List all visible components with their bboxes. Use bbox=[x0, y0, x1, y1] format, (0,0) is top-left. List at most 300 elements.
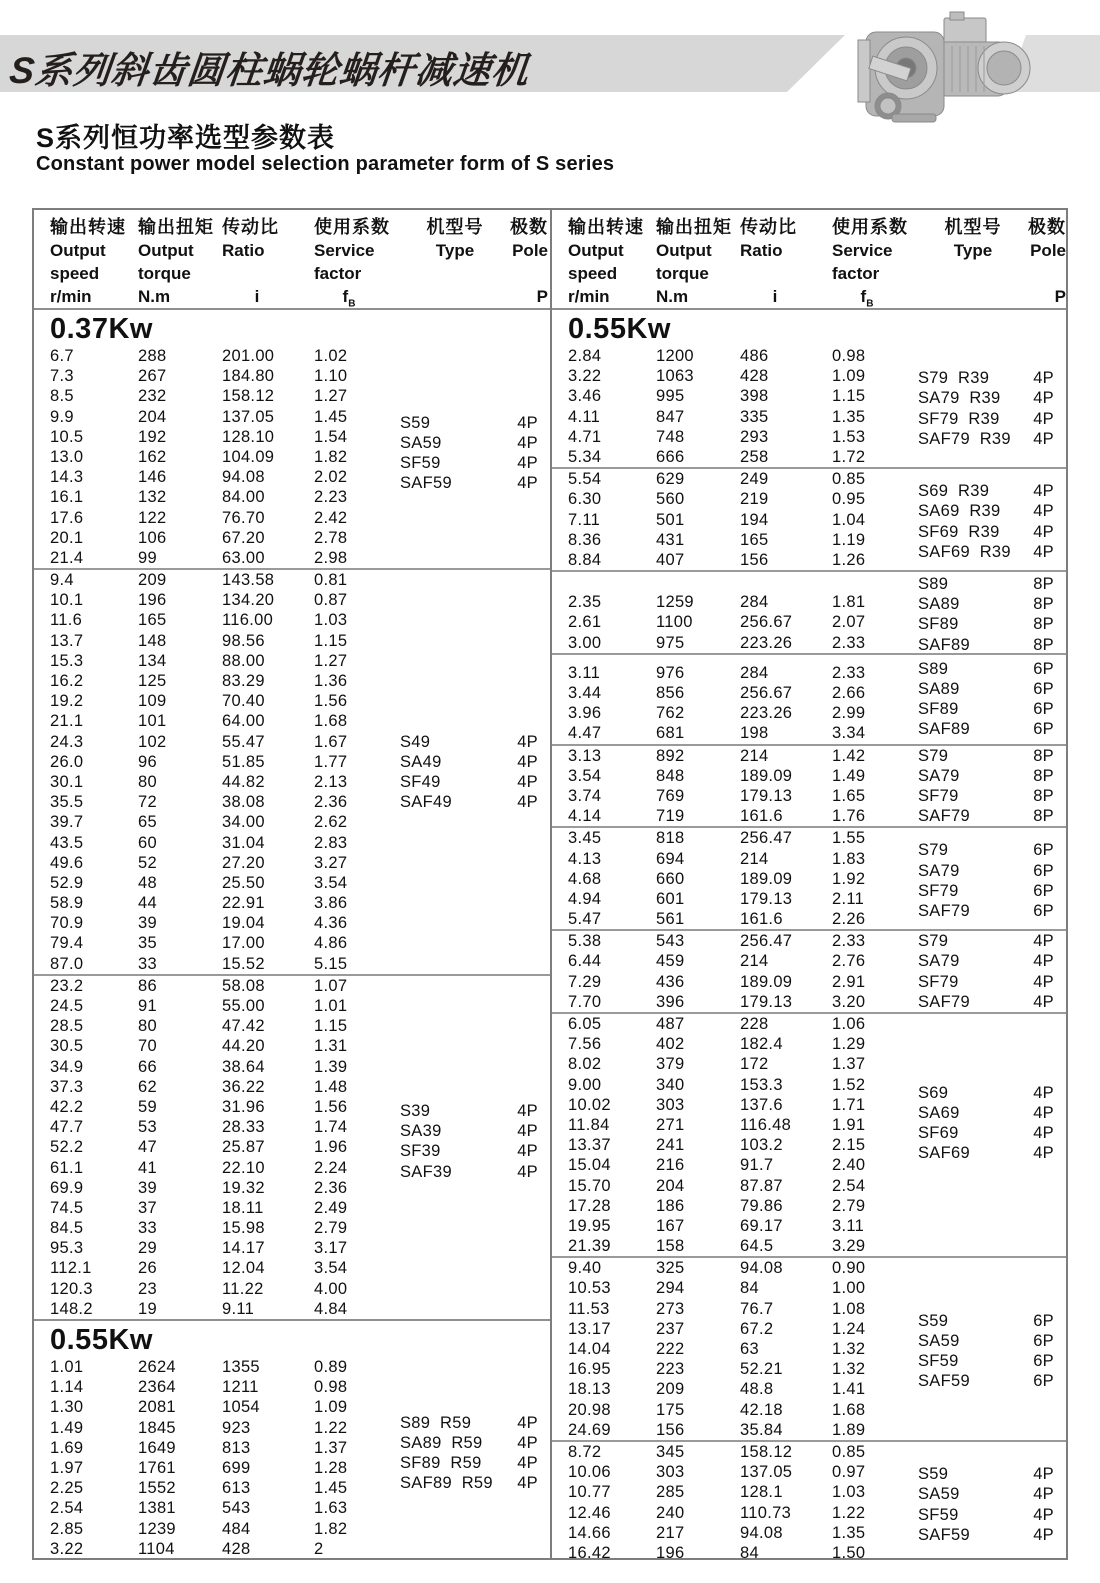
pole-value: 6P bbox=[1033, 1352, 1054, 1371]
type-label: SAF59 bbox=[918, 1525, 970, 1544]
cell-service-factor: 1.81 bbox=[832, 593, 866, 612]
cell-service-factor: 1.10 bbox=[314, 367, 348, 386]
column-header-unit: $f_B$ bbox=[860, 287, 874, 310]
table-row bbox=[552, 346, 1066, 366]
cell-ratio: 1355 bbox=[222, 1358, 260, 1376]
type-label: SA79 bbox=[918, 861, 960, 880]
column-header-zh: 输出扭矩 bbox=[656, 217, 732, 237]
data-block bbox=[552, 1012, 1066, 1256]
column-header-en: Output bbox=[656, 241, 712, 260]
type-pole-line bbox=[918, 1331, 1066, 1351]
type-pole-line bbox=[918, 614, 1066, 634]
cell-output-torque: 345 bbox=[656, 1442, 685, 1461]
cell-output-speed: 7.70 bbox=[568, 992, 602, 1011]
type-pole-line bbox=[400, 732, 550, 752]
cell-output-speed: 3.54 bbox=[568, 766, 602, 785]
cell-service-factor: 1.00 bbox=[832, 1279, 866, 1298]
power-section bbox=[34, 310, 550, 1319]
cell-service-factor: 1.24 bbox=[832, 1319, 866, 1338]
cell-output-torque: 19 bbox=[138, 1299, 157, 1318]
cell-output-speed: 4.94 bbox=[568, 889, 602, 908]
type-label: SF89 bbox=[918, 700, 959, 719]
table-row bbox=[34, 913, 550, 933]
cell-ratio: 91.7 bbox=[740, 1156, 774, 1175]
cell-output-torque: 325 bbox=[656, 1259, 685, 1278]
cell-service-factor: 2.54 bbox=[832, 1176, 866, 1195]
pole-value: 4P bbox=[1033, 389, 1054, 408]
column-header-en: Output bbox=[50, 241, 106, 260]
type-label: SF49 bbox=[400, 773, 441, 792]
pole-value: 4P bbox=[517, 454, 538, 473]
pole-value: 4P bbox=[1033, 522, 1054, 541]
cell-ratio: 84 bbox=[740, 1279, 759, 1298]
power-section-title: 0.55Kw bbox=[50, 1324, 153, 1356]
cell-service-factor: 1.15 bbox=[314, 631, 348, 650]
cell-service-factor: 1.96 bbox=[314, 1138, 348, 1157]
cell-output-speed: 17.28 bbox=[568, 1196, 611, 1215]
cell-service-factor: 2.07 bbox=[832, 613, 866, 632]
column-header-en: torque bbox=[138, 264, 191, 283]
cell-service-factor: 1.22 bbox=[832, 1503, 866, 1522]
cell-ratio: 17.00 bbox=[222, 934, 265, 953]
power-section bbox=[552, 310, 1066, 1563]
cell-output-speed: 7.11 bbox=[568, 510, 601, 529]
cell-ratio: 256.47 bbox=[740, 932, 793, 951]
cell-ratio: 18.11 bbox=[222, 1198, 264, 1217]
cell-service-factor: 1.72 bbox=[832, 447, 866, 466]
cell-output-torque: 86 bbox=[138, 976, 157, 995]
cell-service-factor: 2.49 bbox=[314, 1198, 348, 1217]
cell-service-factor: 2.26 bbox=[832, 910, 866, 929]
cell-ratio: 1054 bbox=[222, 1398, 260, 1417]
cell-output-speed: 20.1 bbox=[50, 528, 84, 547]
cell-output-torque: 487 bbox=[656, 1015, 685, 1033]
cell-output-torque: 629 bbox=[656, 470, 685, 489]
table-row bbox=[552, 1442, 1066, 1462]
cell-service-factor: 1.02 bbox=[314, 347, 348, 365]
column-header-en bbox=[740, 262, 832, 285]
data-block bbox=[552, 346, 1066, 467]
table-row bbox=[34, 570, 550, 590]
column-header bbox=[222, 216, 314, 308]
cell-service-factor: 1.68 bbox=[832, 1400, 866, 1419]
pole-value: 4P bbox=[517, 1142, 538, 1161]
cell-ratio: 11.22 bbox=[222, 1279, 264, 1298]
cell-ratio: 94.08 bbox=[222, 468, 265, 487]
column-header-zh: 极数 bbox=[510, 217, 548, 237]
pole-value: 4P bbox=[1033, 1103, 1054, 1122]
table-row bbox=[552, 1420, 1066, 1440]
pole-value: 4P bbox=[517, 433, 538, 452]
type-pole-group bbox=[918, 746, 1066, 827]
type-pole-group bbox=[918, 368, 1066, 449]
table-row bbox=[552, 1216, 1066, 1236]
cell-output-torque bbox=[656, 572, 740, 592]
column-header-en: Service bbox=[314, 241, 375, 260]
column-header-zh: 输出转速 bbox=[568, 217, 644, 237]
cell-ratio: 398 bbox=[740, 387, 769, 406]
cell-output-torque: 719 bbox=[656, 807, 685, 826]
data-block bbox=[34, 346, 550, 568]
cell-output-torque: 60 bbox=[138, 833, 157, 852]
type-label: SF79 bbox=[918, 972, 959, 991]
type-label: SF89 bbox=[918, 615, 959, 634]
cell-output-torque: 762 bbox=[656, 704, 685, 723]
cell-output-speed: 14.04 bbox=[568, 1340, 611, 1358]
type-label: SA59 bbox=[400, 433, 442, 452]
cell-output-speed: 87.0 bbox=[50, 954, 84, 973]
column-header bbox=[138, 216, 222, 308]
pole-value: 4P bbox=[517, 773, 538, 792]
column-header-en: Output bbox=[138, 241, 194, 260]
cell-output-speed: 84.5 bbox=[50, 1219, 84, 1238]
pole-value: 4P bbox=[1033, 409, 1054, 428]
cell-output-speed: 9.40 bbox=[568, 1259, 602, 1278]
type-pole-line bbox=[400, 433, 550, 453]
cell-output-speed bbox=[568, 572, 656, 592]
cell-ratio: 228 bbox=[740, 1015, 769, 1033]
pole-value: 6P bbox=[1033, 841, 1054, 860]
data-block bbox=[552, 653, 1066, 744]
column-header-zh: 输出转速 bbox=[50, 217, 126, 237]
cell-output-torque: 209 bbox=[138, 571, 167, 590]
table-right-half bbox=[550, 210, 1066, 1562]
type-label: SF39 bbox=[400, 1142, 441, 1161]
cell-ratio: 134.20 bbox=[222, 591, 275, 610]
cell-output-torque: 459 bbox=[656, 952, 685, 971]
cell-output-speed: 49.6 bbox=[50, 853, 84, 872]
data-block bbox=[34, 974, 550, 1319]
table-left-half bbox=[34, 210, 550, 1558]
cell-service-factor: 3.86 bbox=[314, 894, 348, 913]
cell-service-factor: 2.13 bbox=[314, 772, 348, 791]
cell-output-torque: 44 bbox=[138, 894, 157, 913]
cell-output-torque: 1200 bbox=[656, 347, 694, 365]
table-row bbox=[34, 711, 550, 731]
banner-title: S系列斜齿圆柱蜗轮蜗杆减速机 bbox=[7, 50, 532, 91]
cell-service-factor: 2.83 bbox=[314, 833, 348, 852]
table-row bbox=[34, 1299, 550, 1319]
cell-ratio: 98.56 bbox=[222, 631, 265, 650]
cell-service-factor: 1.31 bbox=[314, 1037, 348, 1056]
cell-output-torque: 209 bbox=[656, 1380, 685, 1399]
cell-output-torque: 62 bbox=[138, 1077, 157, 1096]
pole-value: 4P bbox=[517, 1162, 538, 1181]
column-header-unit: r/min bbox=[50, 287, 92, 306]
cell-output-torque: 232 bbox=[138, 387, 167, 406]
column-header-zh: 使用系数 bbox=[314, 217, 390, 237]
table-row bbox=[34, 976, 550, 996]
pole-value: 6P bbox=[1033, 700, 1054, 719]
cell-output-torque: 1239 bbox=[138, 1519, 176, 1538]
cell-ratio: 189.09 bbox=[740, 869, 793, 888]
cell-service-factor: 1.01 bbox=[314, 997, 348, 1015]
cell-service-factor: 1.91 bbox=[832, 1115, 866, 1134]
pole-value: 4P bbox=[517, 1453, 538, 1472]
cell-ratio: 256.67 bbox=[740, 613, 793, 632]
cell-output-torque: 501 bbox=[656, 510, 685, 529]
cell-output-speed: 8.84 bbox=[568, 550, 602, 569]
data-block bbox=[552, 929, 1066, 1012]
table-row bbox=[34, 954, 550, 974]
cell-output-torque: 976 bbox=[656, 663, 685, 682]
type-label: S59 bbox=[918, 1465, 949, 1484]
cell-service-factor: 4.86 bbox=[314, 934, 348, 953]
cell-ratio: 38.64 bbox=[222, 1057, 265, 1076]
type-label: S39 bbox=[400, 1102, 431, 1121]
cell-ratio: 19.04 bbox=[222, 914, 265, 933]
pole-value: 4P bbox=[1033, 992, 1054, 1011]
cell-output-torque: 681 bbox=[656, 724, 685, 743]
type-pole-group bbox=[918, 840, 1066, 921]
type-pole-group bbox=[918, 931, 1066, 1012]
cell-ratio: 165 bbox=[740, 530, 769, 549]
type-pole-line bbox=[918, 1464, 1066, 1484]
table-row bbox=[34, 1279, 550, 1299]
cell-service-factor: 2.24 bbox=[314, 1158, 348, 1177]
cell-output-torque: 847 bbox=[656, 407, 685, 426]
cell-ratio: 137.05 bbox=[740, 1463, 793, 1482]
cell-ratio: 179.13 bbox=[740, 992, 793, 1011]
cell-output-speed: 11.53 bbox=[568, 1299, 610, 1318]
pole-value: 6P bbox=[1033, 1331, 1054, 1350]
cell-output-speed: 112.1 bbox=[50, 1259, 92, 1278]
pole-value: 4P bbox=[1033, 482, 1054, 501]
table-row bbox=[34, 853, 550, 873]
type-pole-line bbox=[918, 1083, 1066, 1103]
cell-output-speed: 30.5 bbox=[50, 1037, 84, 1056]
cell-output-speed: 1.97 bbox=[50, 1458, 84, 1477]
cell-output-torque: 1259 bbox=[656, 593, 694, 612]
table-row bbox=[34, 691, 550, 711]
cell-output-speed: 11.84 bbox=[568, 1115, 610, 1134]
type-pole-line bbox=[918, 1505, 1066, 1525]
table-row bbox=[34, 651, 550, 671]
type-pole-line bbox=[918, 659, 1066, 679]
cell-output-speed: 10.53 bbox=[568, 1279, 611, 1298]
cell-output-speed: 30.1 bbox=[50, 772, 84, 791]
cell-output-torque: 694 bbox=[656, 849, 685, 868]
type-label: SA89 bbox=[918, 595, 960, 614]
type-pole-line bbox=[918, 1371, 1066, 1391]
cell-output-speed: 52.9 bbox=[50, 873, 84, 892]
table-row bbox=[552, 1236, 1066, 1256]
cell-ratio: 172 bbox=[740, 1055, 769, 1074]
cell-ratio: 36.22 bbox=[222, 1077, 265, 1096]
cell-output-torque: 995 bbox=[656, 387, 685, 406]
cell-ratio: 19.32 bbox=[222, 1178, 265, 1197]
type-label: SA79 bbox=[918, 952, 960, 971]
type-pole-line bbox=[400, 1141, 550, 1161]
cell-output-speed: 2.84 bbox=[568, 347, 602, 365]
cell-output-speed: 3.22 bbox=[568, 367, 602, 386]
cell-ratio: 12.04 bbox=[222, 1259, 265, 1278]
cell-service-factor: 1.67 bbox=[314, 732, 348, 751]
cell-output-speed: 10.06 bbox=[568, 1463, 611, 1482]
cell-service-factor: 2.78 bbox=[314, 528, 348, 547]
cell-service-factor: 1.15 bbox=[832, 387, 866, 406]
type-label: SF59 bbox=[400, 454, 441, 473]
cell-output-torque: 39 bbox=[138, 1178, 157, 1197]
cell-service-factor: 3.34 bbox=[832, 724, 866, 743]
column-header-en bbox=[510, 262, 548, 285]
cell-output-torque: 70 bbox=[138, 1037, 157, 1056]
cell-output-torque: 33 bbox=[138, 1219, 157, 1238]
table-row bbox=[34, 873, 550, 893]
cell-service-factor: 1.55 bbox=[832, 829, 866, 848]
cell-output-speed: 26.0 bbox=[50, 752, 84, 771]
cell-output-torque: 543 bbox=[656, 932, 685, 951]
cell-output-speed: 19.95 bbox=[568, 1216, 611, 1235]
pole-value: 6P bbox=[1033, 881, 1054, 900]
power-section-title: 0.55Kw bbox=[568, 313, 671, 345]
cell-output-torque: 66 bbox=[138, 1057, 157, 1076]
type-pole-line bbox=[918, 746, 1066, 766]
cell-ratio: 293 bbox=[740, 427, 769, 446]
cell-ratio: 116.00 bbox=[222, 611, 274, 630]
cell-service-factor: 4.00 bbox=[314, 1279, 348, 1298]
cell-output-torque: 1100 bbox=[656, 613, 693, 632]
cell-output-speed: 1.01 bbox=[50, 1358, 84, 1376]
cell-output-torque: 146 bbox=[138, 468, 167, 487]
cell-ratio: 249 bbox=[740, 470, 769, 489]
cell-output-speed: 10.02 bbox=[568, 1095, 611, 1114]
cell-output-torque: 41 bbox=[138, 1158, 157, 1177]
type-label: SA59 bbox=[918, 1485, 960, 1504]
type-label: SAF89 bbox=[918, 720, 970, 739]
cell-service-factor: 3.29 bbox=[832, 1237, 866, 1256]
type-label: S89 bbox=[918, 659, 949, 678]
type-label: SAF49 bbox=[400, 793, 452, 812]
type-pole-line bbox=[918, 861, 1066, 881]
cell-output-torque: 216 bbox=[656, 1156, 685, 1175]
cell-service-factor: 0.98 bbox=[832, 347, 866, 365]
cell-ratio: 84.00 bbox=[222, 488, 265, 507]
type-pole-line bbox=[918, 574, 1066, 594]
table-row bbox=[34, 1218, 550, 1238]
cell-output-speed: 69.9 bbox=[50, 1178, 84, 1197]
cell-output-torque: 99 bbox=[138, 548, 157, 567]
cell-output-torque: 158 bbox=[656, 1237, 685, 1256]
pole-value: 4P bbox=[517, 1413, 538, 1432]
cell-output-torque: 167 bbox=[656, 1216, 685, 1235]
subscript: B bbox=[348, 298, 356, 310]
cell-output-torque: 72 bbox=[138, 793, 157, 812]
cell-output-speed: 6.7 bbox=[50, 347, 74, 365]
cell-output-speed: 2.85 bbox=[50, 1519, 84, 1538]
pole-value: 4P bbox=[1033, 369, 1054, 388]
type-pole-line bbox=[918, 881, 1066, 901]
cell-output-speed: 12.46 bbox=[568, 1503, 611, 1522]
cell-output-torque: 48 bbox=[138, 873, 157, 892]
cell-output-torque: 431 bbox=[656, 530, 685, 549]
cell-output-torque: 1761 bbox=[138, 1458, 176, 1477]
type-pole-line bbox=[918, 679, 1066, 699]
type-label: SF89 R59 bbox=[400, 1453, 482, 1472]
cell-output-torque: 196 bbox=[138, 591, 167, 610]
type-pole-line bbox=[400, 752, 550, 772]
table-row bbox=[34, 386, 550, 406]
cell-service-factor: 2.36 bbox=[314, 793, 348, 812]
type-pole-group bbox=[918, 659, 1066, 740]
cell-output-torque: 285 bbox=[656, 1483, 685, 1502]
column-header-unit: i bbox=[254, 287, 260, 306]
type-pole-line bbox=[918, 699, 1066, 719]
type-pole-line bbox=[918, 368, 1066, 388]
page-title-en: Constant power model selection parameter form of S series bbox=[36, 153, 615, 175]
cell-output-torque: 273 bbox=[656, 1299, 685, 1318]
cell-output-torque: 217 bbox=[656, 1523, 685, 1542]
cell-output-torque: 303 bbox=[656, 1463, 685, 1482]
cell-ratio: 184.80 bbox=[222, 367, 275, 386]
cell-output-torque: 35 bbox=[138, 934, 157, 953]
pole-value: 8P bbox=[1033, 766, 1054, 785]
cell-ratio: 15.98 bbox=[222, 1219, 265, 1238]
cell-output-speed: 74.5 bbox=[50, 1198, 84, 1217]
cell-output-torque: 33 bbox=[138, 954, 157, 973]
table-header bbox=[552, 210, 1066, 310]
cell-service-factor: 0.81 bbox=[314, 571, 348, 590]
column-header bbox=[656, 216, 740, 308]
cell-output-speed: 28.5 bbox=[50, 1017, 84, 1036]
cell-service-factor: 4.84 bbox=[314, 1299, 348, 1318]
cell-ratio: 128.10 bbox=[222, 427, 275, 446]
type-pole-line bbox=[400, 792, 550, 812]
cell-service-factor: 5.15 bbox=[314, 954, 348, 973]
type-pole-line bbox=[400, 1473, 550, 1493]
cell-output-speed: 3.00 bbox=[568, 633, 602, 652]
cell-output-speed: 2.25 bbox=[50, 1479, 84, 1498]
cell-ratio: 189.09 bbox=[740, 972, 793, 991]
cell-service-factor: 2.33 bbox=[832, 663, 866, 682]
cell-ratio: 84 bbox=[740, 1543, 759, 1562]
cell-output-torque: 1845 bbox=[138, 1418, 176, 1437]
pole-value: 6P bbox=[1033, 659, 1054, 678]
table-row bbox=[34, 508, 550, 528]
cell-ratio: 94.08 bbox=[740, 1523, 783, 1542]
cell-output-torque: 340 bbox=[656, 1075, 685, 1094]
cell-ratio: 179.13 bbox=[740, 889, 793, 908]
cell-ratio: 128.1 bbox=[740, 1483, 783, 1502]
type-label: S89 bbox=[918, 575, 949, 594]
table-row bbox=[34, 1198, 550, 1218]
type-label: S49 bbox=[400, 732, 431, 751]
data-block bbox=[552, 570, 1066, 653]
column-header-zh: 机型号 bbox=[944, 217, 1002, 237]
column-header-zh: 机型号 bbox=[426, 217, 484, 237]
cell-service-factor bbox=[832, 572, 918, 592]
column-header-en: Ratio bbox=[222, 241, 265, 260]
pole-value: 8P bbox=[1033, 786, 1054, 805]
cell-ratio: 63.00 bbox=[222, 548, 265, 567]
table-row bbox=[34, 1258, 550, 1278]
pole-value: 4P bbox=[1033, 429, 1054, 448]
type-label: SAF69 R39 bbox=[918, 542, 1011, 561]
column-header-unit: r/min bbox=[568, 287, 610, 306]
pole-value: 8P bbox=[1033, 635, 1054, 654]
cell-output-speed: 4.71 bbox=[568, 427, 602, 446]
cell-ratio: 484 bbox=[222, 1519, 251, 1538]
cell-output-torque: 975 bbox=[656, 633, 685, 652]
cell-output-speed: 23.2 bbox=[50, 976, 84, 995]
type-pole-line bbox=[400, 1413, 550, 1433]
cell-output-speed: 7.56 bbox=[568, 1035, 602, 1054]
cell-service-factor: 1.68 bbox=[314, 712, 348, 731]
pole-value: 6P bbox=[1033, 679, 1054, 698]
table-row bbox=[552, 1014, 1066, 1034]
cell-output-torque: 96 bbox=[138, 752, 157, 771]
cell-output-torque: 175 bbox=[656, 1400, 685, 1419]
